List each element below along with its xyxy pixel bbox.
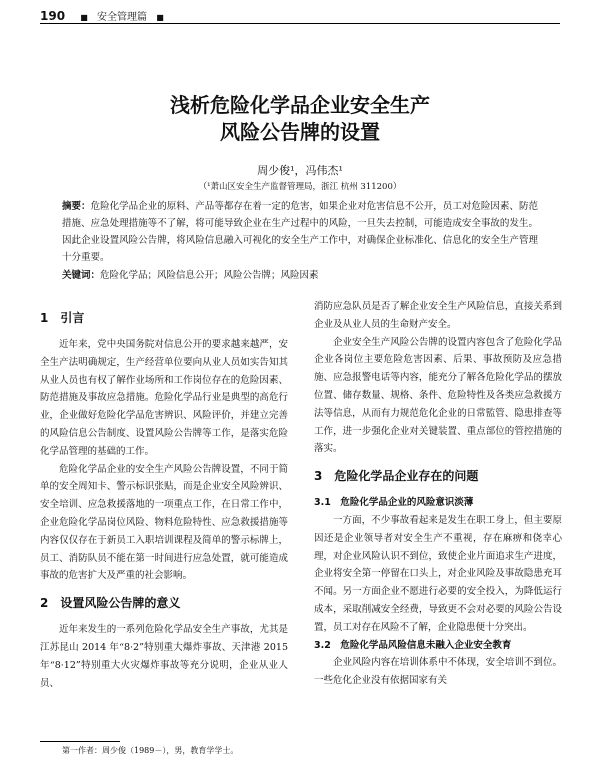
paragraph: 危险化学品企业的安全生产风险公告牌设置，不同于简单的安全周知卡、警示标识张贴，而是企业安全风险辨识、安全培训、应急救援落地的一项重点工作，在日常工作中，企业危险化学品岗位风险、物料危险特性、应急救援措施等内容仅仅存在于新员工入职培训课程及简单的警示标牌上，员工、消防队员不能在第一时间进行应急处置，就可能造成事故的危害扩大及严重的社会影响。 xyxy=(40,463,288,582)
subsection-heading-3-1: 3.1 危险化学品企业的风险意识淡薄 xyxy=(314,497,474,509)
page-number: 190 xyxy=(40,9,66,23)
paragraph: 企业安全生产风险公告牌的设置内容包含了危险化学品企业各岗位主要危险危害因素、后果、事故预防及应急措施、应急报警电话等内容，能充分了解各危险化学品的摆放位置、储存数量、规格、条件、危险特性及各类应急救援方法等信息，从而有力规范危化企业的日常監管、隐患排查等工作，进一步强化企业对关键装置、重点部位的管控措施的落实。 xyxy=(314,336,562,455)
subsection-heading-3-2: 3.2 危险化学品风险信息未融入企业安全教育 xyxy=(314,639,512,651)
paragraph: 近年来，党中央国务院对信息公开的要求越来越严，安全生产法明确规定，生产经营单位要向从业人员如实告知其从业人员也有权了解作业场所和工作岗位存在的危险因素、防范措施及事故应急措施。危险化学品行业是典型的高危行业，企业做好危险化学品危害辨识、风险评价，并建立完善的风险信息公告制度、设置风险公告牌等工作，是落实危险化学品管理的基础的工作。 xyxy=(40,339,288,457)
keywords xyxy=(62,268,538,283)
authors: 周少俊¹，冯伟杰¹ xyxy=(257,164,343,177)
section-heading-problems: 3 危险化学品企业存在的问题 xyxy=(314,469,479,484)
title-line-2: 风险公告牌的设置 xyxy=(220,120,380,144)
header-rule xyxy=(40,23,560,24)
separator-dot-icon: ■ xyxy=(156,13,164,22)
section-heading-intro: 1 引言 xyxy=(40,311,85,325)
journal-section: 安全管理篇 xyxy=(97,12,147,23)
affiliation: （¹萧山区安全生产监督管理局，浙江 杭州 311200） xyxy=(198,182,402,192)
footnote: 第一作者：周少俊（1989－），男，教育学学士。 xyxy=(62,746,239,755)
abstract-text: 危险化学品企业的原料、产品等都存在着一定的危害，如果企业对危害信息不公开，员工对危险因素、防范措施、应急处理措施等不了解，将可能导致企业在生产过程中的风险，一旦失去控制，可能造成安全事故的发生。因此企业设置风险公告牌，将风险信息融入可视化的安全生产工作中，对确保企业标准化、信息化的安全生产管理十分重要。 xyxy=(62,201,538,263)
title-line-1: 浅析危险化学品企业安全生产 xyxy=(170,93,430,117)
section-heading-significance: 2 设置风险公告牌的意义 xyxy=(40,596,181,611)
abstract-label: 摘要： xyxy=(62,201,91,212)
left-column xyxy=(40,300,288,692)
footnote-rule xyxy=(40,741,120,742)
right-column xyxy=(314,298,562,690)
paragraph: 企业风险内容在培训体系中不体现，安全培训不到位。一些危化企业没有依据国家有关 xyxy=(314,657,562,687)
separator-dot-icon: ■ xyxy=(80,13,88,22)
paragraph: 近年来发生的一系列危险化学品安全生产事故，尤其是江苏昆山 2014 年“8·2”特别重大爆炸事故、天津港 2015 年“8·12”特别重大火灾爆炸事故等充分说明，企业从业人员、 xyxy=(40,624,288,689)
paragraph: 一方面，不少事故看起来是发生在职工身上，但主要原因还是企业领导者对安全生产不重视，存在麻痹和侥幸心理，对企业风险认识不到位，致使企业片面追求生产进度，企业将安全第一停留在口头上，对企业风险及事故隐患充耳不闻。另一方面企业不愿进行必要的安全投入，为降低运行成本，采取削减安全经费，导致更不会对必要的风险公告设置，员工对存在风险不了解，企业隐患便十分突出。 xyxy=(314,514,562,633)
keywords-label: 关键词： xyxy=(62,270,101,281)
abstract xyxy=(62,198,538,266)
article-title xyxy=(0,92,600,146)
paragraph: 消防应急队员是否了解企业安全生产风险信息，直接关系到企业及从业人员的生命财产安全。 xyxy=(314,301,562,330)
running-head xyxy=(40,8,560,24)
keywords-text: 危险化学品；风险信息公开；风险公告牌；风险因素 xyxy=(100,270,319,281)
